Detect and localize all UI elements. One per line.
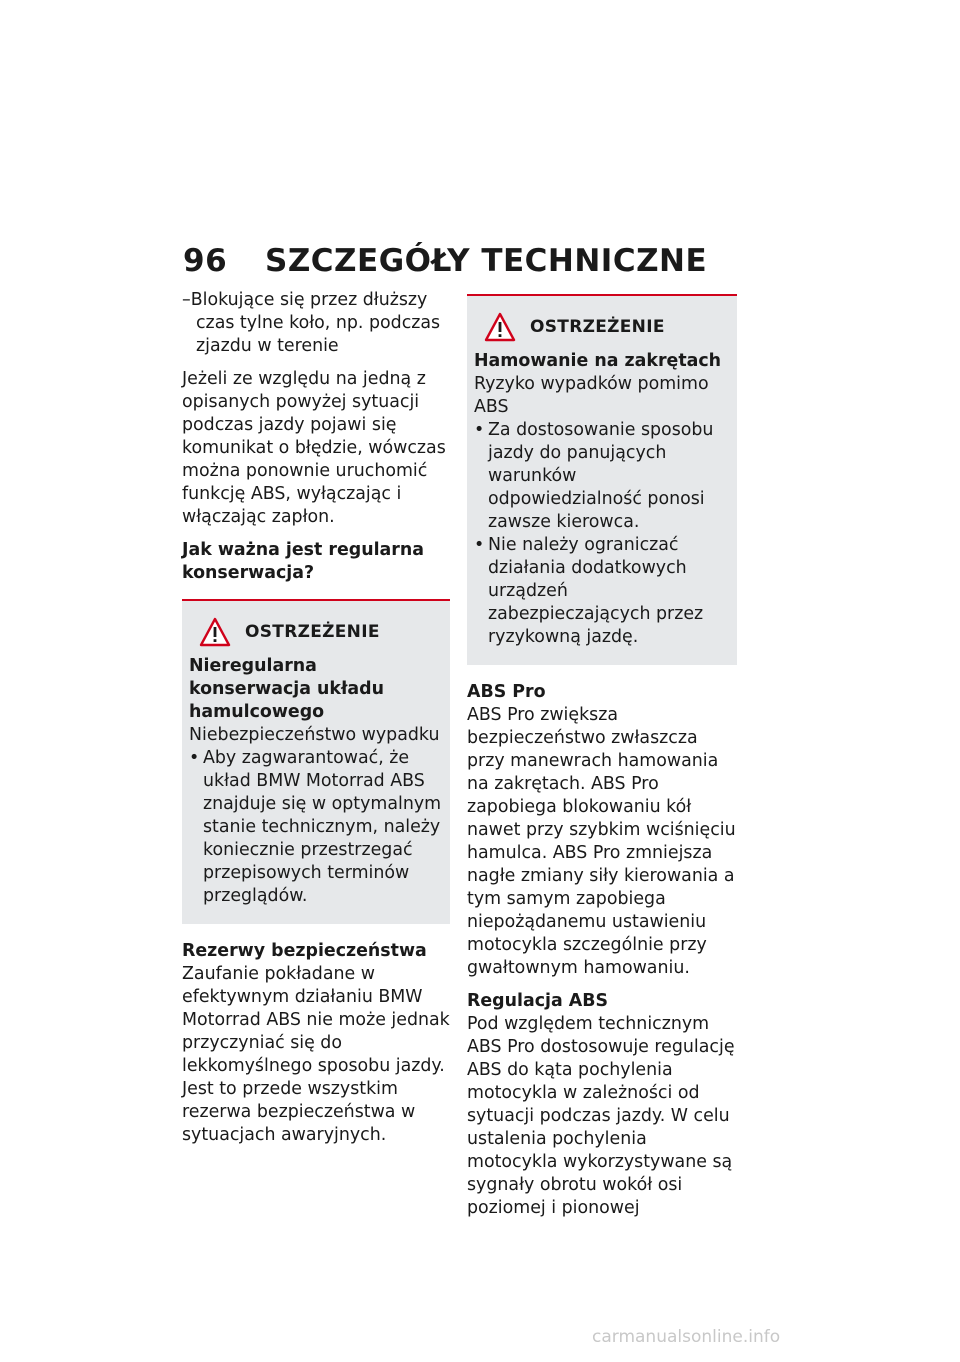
warning-heading: Hamowanie na zakrętach <box>474 351 722 371</box>
dash-list-item: –Blokujące się przez dłuższy czas tylne koło, np. podczas zjazdu w terenie <box>182 290 441 356</box>
section-text-abs-pro: ABS Pro zwiększa bezpieczeństwo zwłaszcza przy manewrach hamowania na zakrętach. ABS Pro zapobiega blokowaniu kół nawet przy szybkim wciśnięciu hamulca. ABS Pro zmniejsza nagłe zmiany siły kierowania a tym samym zapobiega niepożądanemu ustawieniu motocykla szczególnie przy gwałtownym hamowaniu. <box>467 705 736 978</box>
section-question: Jak ważna jest regularna konserwacja? <box>182 540 424 583</box>
warning-heading: Nieregularna konserwacja układu hamulcowego <box>189 656 384 722</box>
warning-triangle-icon <box>199 617 231 647</box>
section-title: Rezerwy bezpieczeństwa <box>182 941 427 961</box>
watermark: carmanualsonline.info <box>592 1327 781 1347</box>
warning-triangle-icon <box>484 312 516 342</box>
warning-bullet: • Aby zagwarantować, że układ BMW Motorrad ABS znajduje się w optymalnym stanie technicznym, należy koniecznie przestrzegać przepisowych terminów przeglądów. <box>189 747 443 908</box>
page-number: 96 <box>183 243 228 279</box>
warning-risk: Niebezpieczeństwo wypadku <box>189 725 440 745</box>
section-text-abs-regulation: Pod względem technicznym ABS Pro dostosowuje regulację ABS do kąta pochylenia motocykla w zależności od sytuacji podczas jazdy. W celu ustalenia pochylenia motocykla wykorzystywane są sygnały obrotu wokół osi poziomej i pionowej <box>467 1014 735 1218</box>
section-title-abs-pro: ABS Pro <box>467 682 546 702</box>
right-column <box>467 294 737 1230</box>
paragraph: Jeżeli ze względu na jedną z opisanych powyżej sytuacji podczas jazdy pojawi się komunikat o błędzie, wówczas można ponownie uruchomić funkcję ABS, wyłączając i włączając zapłon. <box>182 369 446 527</box>
warning-header <box>189 617 443 647</box>
section-text: Zaufanie pokładane w efektywnym działaniu BMW Motorrad ABS nie może jednak przyczyniać się do lekkomyślnego sposobu jazdy. Jest to przede wszystkim rezerwa bezpieczeństwa w sytuacjach awaryjnych. <box>182 964 450 1145</box>
warning-title: OSTRZEŻENIE <box>530 316 665 337</box>
warning-box <box>182 599 450 924</box>
left-column <box>182 289 450 1157</box>
warning-title: OSTRZEŻENIE <box>245 621 380 642</box>
section-title-abs-regulation: Regulacja ABS <box>467 991 609 1011</box>
warning-box <box>467 294 737 665</box>
page-title: SZCZEGÓŁY TECHNICZNE <box>265 243 708 279</box>
warning-header <box>474 312 730 342</box>
page-header <box>183 243 707 279</box>
warning-risk: Ryzyko wypadków pomimo ABS <box>474 374 709 417</box>
warning-bullet: • Za dostosowanie sposobu jazdy do panujących warunków odpowiedzialność ponosi zawsze kierowca. <box>474 419 730 534</box>
warning-bullet: • Nie należy ograniczać działania dodatkowych urządzeń zabezpieczających przez ryzykowną jazdę. <box>474 534 730 649</box>
